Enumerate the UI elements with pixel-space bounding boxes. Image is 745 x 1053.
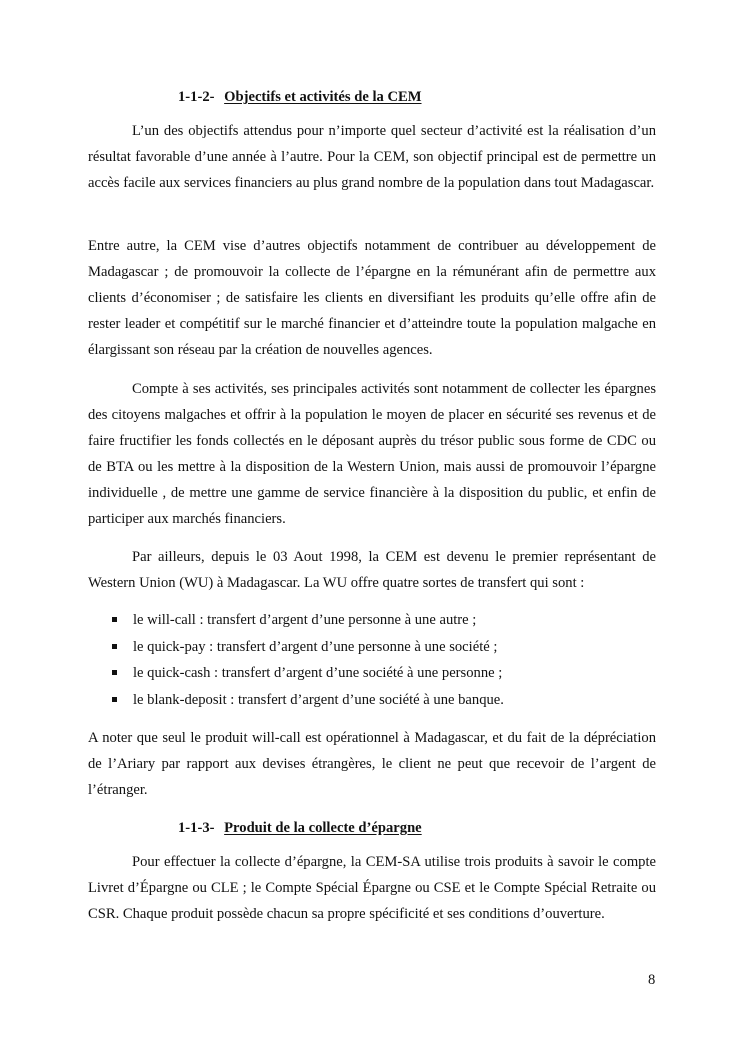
section-number: 1-1-3- xyxy=(178,820,215,836)
square-bullet-icon xyxy=(112,670,117,675)
square-bullet-icon xyxy=(112,617,117,622)
section-heading-objectives xyxy=(178,89,422,106)
paragraph-western-union: Par ailleurs, depuis le 03 Aout 1998, la CEM est devenu le premier représentant de Western Union (WU) à Madagascar. La WU offre quatre sortes de transfert qui sont : xyxy=(88,549,656,591)
square-bullet-icon xyxy=(112,644,117,649)
list-item: le quick-cash : transfert d’argent d’une société à une personne ; xyxy=(110,660,504,687)
section-heading-savings-product xyxy=(178,820,422,837)
paragraph-activities: Compte à ses activités, ses principales activités sont notamment de collecter les épargnes des citoyens malgaches et offrir à la population le moyen de placer en sécurité ses revenus et de faire fructifier les fonds collectés en le déposant auprès du trésor public sous forme de CDC ou de BTA ou les mettre à la disposition de la Western Union, mais aussi de promouvoir l’épargne individuelle , de mettre une gamme de service financière à la disposition du public, et enfin de participer aux marchés financiers. xyxy=(88,381,656,527)
page-number: 8 xyxy=(648,972,656,988)
paragraph-products: Pour effectuer la collecte d’épargne, la CEM-SA utilise trois produits à savoir le compte Livret d’Épargne ou CLE ; le Compte Spécial Épargne ou CSE et le Compte Spécial Retraite ou CSR. Chaque produit possède chacun sa propre spécificité et ses conditions d’ouverture. xyxy=(88,854,656,922)
section-title: Objectifs et activités de la CEM xyxy=(224,89,422,105)
section-number: 1-1-2- xyxy=(178,89,215,105)
square-bullet-icon xyxy=(112,697,117,702)
transfer-types-list xyxy=(110,607,504,713)
list-item: le blank-deposit : transfert d’argent d’une société à une banque. xyxy=(110,687,504,714)
section-title: Produit de la collecte d’épargne xyxy=(224,820,422,836)
paragraph-objective-intro: L’un des objectifs attendus pour n’importe quel secteur d’activité est la réalisation d’un résultat favorable d’une année à l’autre. Pour la CEM, son objectif principal est de permettre un accès facile aux services financiers au plus grand nombre de la population dans tout Madagascar. xyxy=(88,123,656,191)
list-item: le will-call : transfert d’argent d’une personne à une autre ; xyxy=(110,607,504,634)
list-item: le quick-pay : transfert d’argent d’une personne à une société ; xyxy=(110,634,504,661)
paragraph-note: A noter que seul le produit will-call est opérationnel à Madagascar, et du fait de la dépréciation de l’Ariary par rapport aux devises étrangères, le client ne peut que recevoir de l’argent de l’étranger. xyxy=(88,730,656,798)
paragraph-other-objectives: Entre autre, la CEM vise d’autres objectifs notamment de contribuer au développement de Madagascar ; de promouvoir la collecte de l’épargne en la rémunérant afin de permettre aux clients d’économiser ; de satisfaire les clients en diversifiant les produits qu’elle offre afin de rester leader et compétitif sur le marché financier et d’atteindre toute la population malgache en élargissant son réseau par la création de nouvelles agences. xyxy=(88,238,656,358)
